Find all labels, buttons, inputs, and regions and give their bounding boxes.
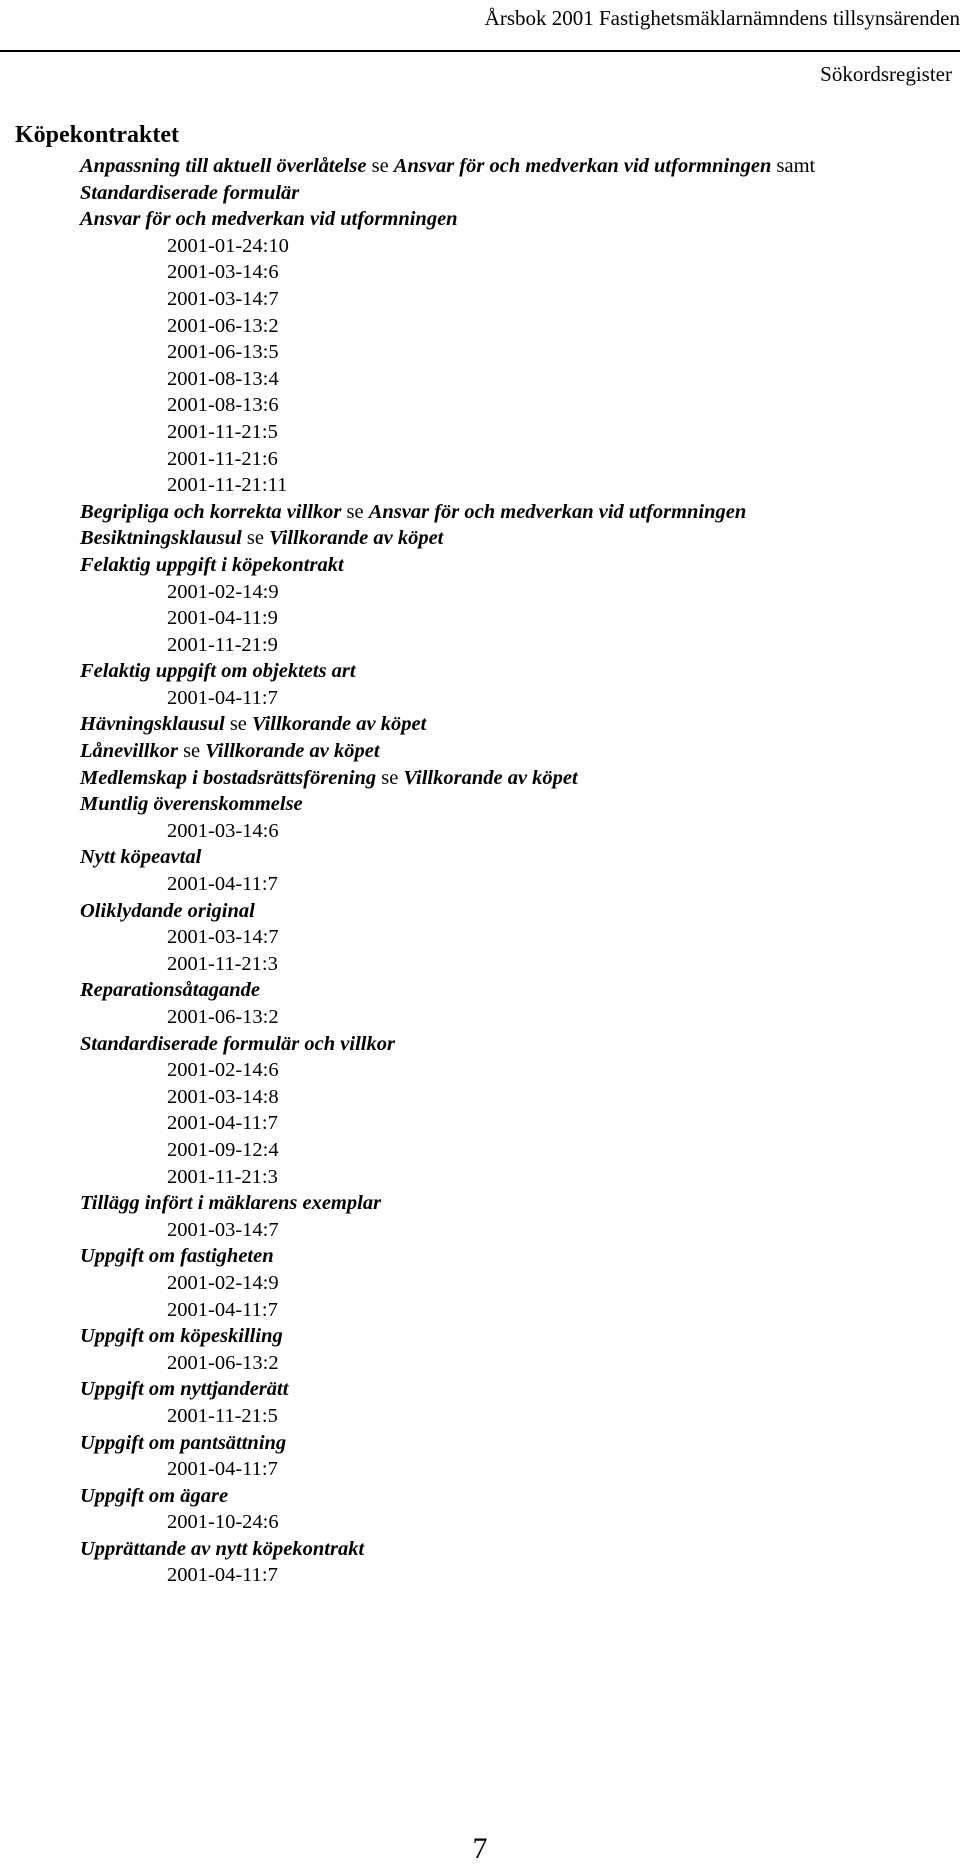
section-label: Sökordsregister bbox=[820, 62, 952, 86]
index-term: Uppgift om ägare bbox=[80, 1484, 229, 1507]
case-reference: 2001-03-14:7 bbox=[167, 287, 279, 310]
see-target: Villkorande av köpet bbox=[403, 766, 578, 789]
index-term-entry bbox=[0, 711, 960, 738]
index-term-entry bbox=[0, 499, 960, 526]
index-term: Besiktningsklausul bbox=[80, 527, 242, 550]
index-term-entry bbox=[0, 765, 960, 792]
index-term: Uppgift om nyttjanderätt bbox=[80, 1378, 289, 1401]
see-target: Villkorande av köpet bbox=[252, 713, 427, 736]
conjunction: samt bbox=[776, 155, 816, 177]
index-term-entry bbox=[0, 1190, 960, 1217]
case-reference: 2001-09-12:4 bbox=[167, 1138, 279, 1161]
case-reference: 2001-03-14:6 bbox=[167, 819, 279, 842]
see-reference: se bbox=[346, 500, 364, 523]
index-term-entry bbox=[0, 206, 960, 233]
index-term: Medlemskap i bostadsrättsförening bbox=[80, 766, 377, 789]
see-target: Ansvar för och medverkan vid utformningen bbox=[368, 500, 747, 523]
see-reference: se bbox=[371, 155, 389, 177]
index-term: Reparationsåtagande bbox=[80, 979, 260, 1002]
case-reference: 2001-06-13:2 bbox=[167, 1006, 279, 1028]
case-reference: 2001-11-21:5 bbox=[167, 420, 278, 443]
case-reference: 2001-11-21:3 bbox=[167, 952, 278, 975]
index-term-entry bbox=[0, 738, 960, 765]
case-reference: 2001-11-21:9 bbox=[167, 633, 278, 656]
case-reference: 2001-08-13:6 bbox=[167, 394, 279, 417]
index-term-entry bbox=[0, 1536, 960, 1563]
index-term-entry bbox=[0, 977, 960, 1004]
see-target: Villkorande av köpet bbox=[269, 527, 444, 550]
index-term: Nytt köpeavtal bbox=[80, 846, 202, 869]
case-reference: 2001-06-13:5 bbox=[167, 341, 279, 364]
case-reference: 2001-11-21:6 bbox=[167, 447, 278, 470]
index-term: Uppgift om köpeskilling bbox=[80, 1325, 283, 1348]
case-reference: 2001-08-13:4 bbox=[167, 367, 279, 390]
index-term: Begripliga och korrekta villkor bbox=[80, 500, 342, 523]
index-term-entry bbox=[0, 791, 960, 818]
see-target: Ansvar för och medverkan vid utformningen bbox=[393, 155, 772, 177]
index-term: Uppgift om fastigheten bbox=[80, 1245, 274, 1268]
index-term-entry bbox=[0, 1323, 960, 1350]
case-reference: 2001-04-11:7 bbox=[167, 1298, 278, 1321]
index-term: Felaktig uppgift i köpekontrakt bbox=[80, 553, 344, 576]
index-heading: Köpekontraktet bbox=[15, 122, 179, 148]
case-reference: 2001-01-24:10 bbox=[167, 234, 289, 257]
case-reference: 2001-04-11:7 bbox=[167, 1112, 278, 1135]
index-term-entry bbox=[0, 658, 960, 685]
index-term-entry bbox=[0, 1376, 960, 1403]
see-target: Villkorande av köpet bbox=[205, 740, 380, 763]
index-term-entry bbox=[0, 552, 960, 579]
case-reference: 2001-02-14:9 bbox=[167, 580, 279, 603]
case-reference: 2001-04-11:7 bbox=[167, 873, 278, 896]
index-term: Anpassning till aktuell överlåtelse bbox=[80, 155, 367, 177]
index-entries bbox=[0, 153, 960, 1589]
index-term-entry bbox=[0, 153, 960, 180]
index-term: Hävningsklausul bbox=[80, 713, 225, 736]
index-term: Lånevillkor bbox=[80, 740, 178, 763]
index-term: Standardiserade formulär bbox=[80, 181, 300, 204]
index-term: Uppgift om pantsättning bbox=[80, 1431, 287, 1454]
see-reference: se bbox=[183, 740, 201, 763]
case-reference: 2001-04-11:7 bbox=[167, 1564, 278, 1587]
case-reference: 2001-03-14:7 bbox=[167, 1218, 279, 1241]
case-reference: 2001-11-21:3 bbox=[167, 1165, 278, 1188]
index-term: Oliklydande original bbox=[80, 899, 255, 922]
index-term-entry bbox=[0, 1483, 960, 1510]
index-term-entry bbox=[0, 844, 960, 871]
case-reference: 2001-02-14:6 bbox=[167, 1059, 279, 1082]
index-term-entry bbox=[0, 1243, 960, 1270]
index-term: Tillägg infört i mäklarens exemplar bbox=[80, 1192, 382, 1215]
header-rule bbox=[0, 50, 960, 52]
case-reference: 2001-04-11:7 bbox=[167, 1458, 278, 1481]
case-reference: 2001-11-21:5 bbox=[167, 1404, 278, 1427]
index-term-entry bbox=[0, 1031, 960, 1058]
case-reference: 2001-11-21:11 bbox=[167, 474, 288, 497]
case-reference: 2001-03-14:8 bbox=[167, 1085, 279, 1108]
index-term-entry bbox=[0, 898, 960, 925]
case-reference: 2001-04-11:7 bbox=[167, 686, 278, 709]
case-reference: 2001-03-14:6 bbox=[167, 261, 279, 284]
index-term: Muntlig överenskommelse bbox=[80, 793, 303, 816]
see-reference: se bbox=[381, 766, 399, 789]
see-reference: se bbox=[229, 713, 247, 736]
case-reference: 2001-10-24:6 bbox=[167, 1511, 279, 1534]
see-reference: se bbox=[246, 527, 264, 550]
case-reference: 2001-04-11:9 bbox=[167, 607, 278, 630]
index-term: Standardiserade formulär och villkor bbox=[80, 1032, 395, 1055]
page-number: 7 bbox=[472, 1832, 488, 1865]
index-term-entry bbox=[0, 1430, 960, 1457]
index-term: Ansvar för och medverkan vid utformningen bbox=[80, 208, 458, 231]
case-reference: 2001-03-14:7 bbox=[167, 926, 279, 949]
case-reference: 2001-06-13:2 bbox=[167, 314, 279, 337]
index-term: Upprättande av nytt köpekontrakt bbox=[80, 1537, 365, 1560]
index-term: Felaktig uppgift om objektets art bbox=[80, 660, 356, 683]
case-reference: 2001-02-14:9 bbox=[167, 1271, 279, 1294]
index-term-entry bbox=[0, 180, 960, 207]
running-title: Årsbok 2001 Fastighetsmäklarnämndens tillsynsärenden bbox=[484, 6, 960, 30]
index-term-entry bbox=[0, 525, 960, 552]
case-reference: 2001-06-13:2 bbox=[167, 1351, 279, 1374]
